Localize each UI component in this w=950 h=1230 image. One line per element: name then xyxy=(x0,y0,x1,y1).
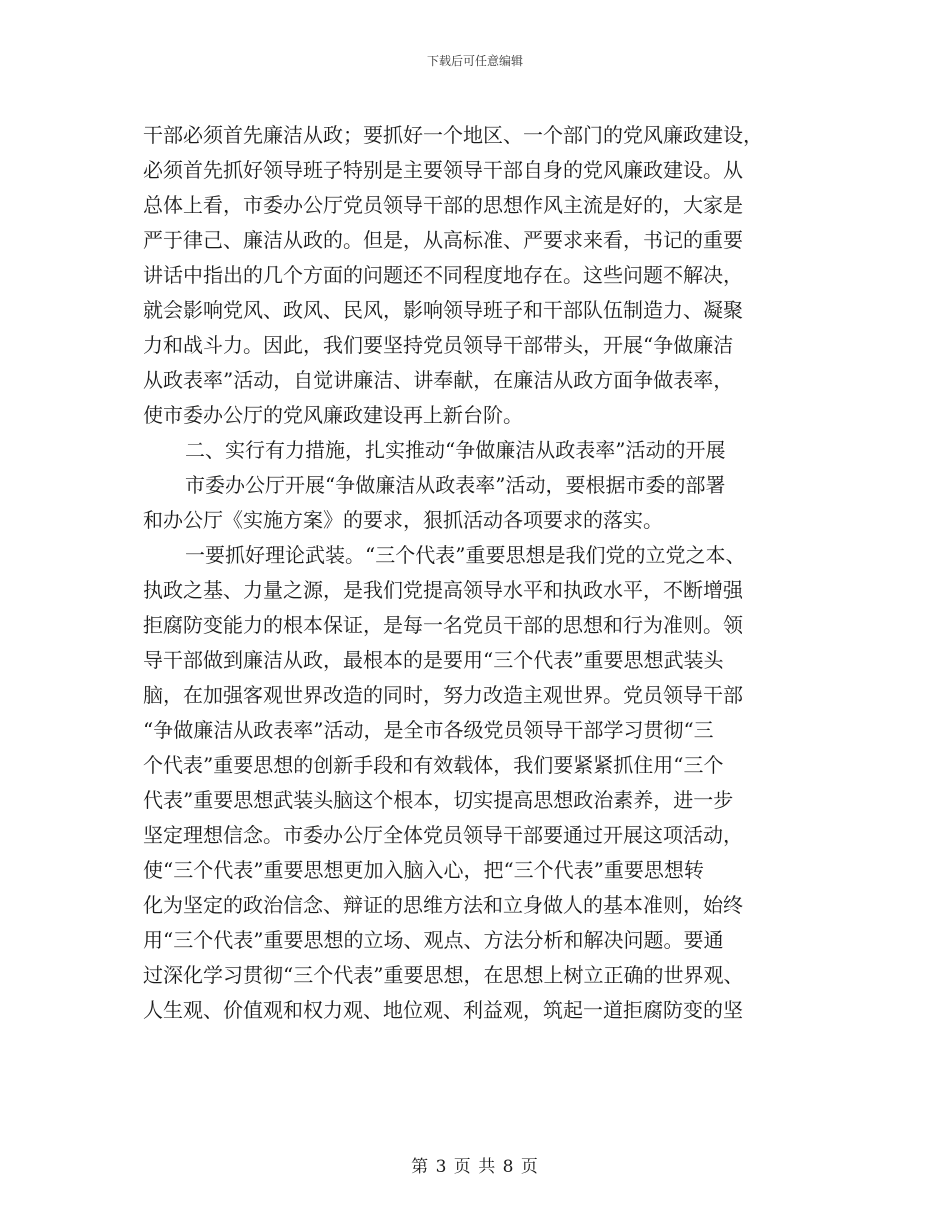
text-line: 使“三个代表”重要思想更加入脑入心，把“三个代表”重要思想转 xyxy=(143,858,704,882)
text-line: 代表”重要思想武装头脑这个根本，切实提高思想政治素养，进一步 xyxy=(143,788,734,812)
text-line: “争做廉洁从政表率”活动，是全市各级党员领导干部学习贯彻“三 xyxy=(143,718,714,742)
text-line: 二、实行有力措施，扎实推动“争做廉洁从政表率”活动的开展 xyxy=(185,438,726,462)
text-line: 个代表”重要思想的创新手段和有效载体，我们要紧紧抓住用“三个 xyxy=(143,753,724,777)
document-body xyxy=(143,118,813,1028)
text-line: 脑，在加强客观世界改造的同时，努力改造主观世界。党员领导干部 xyxy=(143,683,743,707)
text-line: 就会影响党风、政风、民风，影响领导班子和干部队伍制造力、凝聚 xyxy=(143,298,743,322)
text-line: 力和战斗力。因此，我们要坚持党员领导干部带头，开展“争做廉洁 xyxy=(143,333,734,357)
text-line: 使市委办公厅的党风廉政建设再上新台阶。 xyxy=(143,403,523,427)
text-line: 用“三个代表”重要思想的立场、观点、方法分析和解决问题。要通 xyxy=(143,928,724,952)
text-line: 坚定理想信念。市委办公厅全体党员领导干部要通过开展这项活动， xyxy=(143,823,743,847)
text-line: 拒腐防变能力的根本保证，是每一名党员干部的思想和行为准则。领 xyxy=(143,613,743,637)
text-line: 人生观、价值观和权力观、地位观、利益观，筑起一道拒腐防变的坚 xyxy=(143,998,743,1022)
page-number: 第 3 页 共 8 页 xyxy=(411,1157,539,1177)
text-line: 市委办公厅开展“争做廉洁从政表率”活动，要根据市委的部署 xyxy=(185,473,726,497)
text-line: 讲话中指出的几个方面的问题还不同程度地存在。这些问题不解决， xyxy=(143,263,743,287)
text-line: 必须首先抓好领导班子特别是主要领导干部自身的党风廉政建设。从 xyxy=(143,158,743,182)
text-line: 总体上看，市委办公厅党员领导干部的思想作风主流是好的，大家是 xyxy=(143,193,743,217)
text-line: 严于律己、廉洁从政的。但是，从高标准、严要求来看，书记的重要 xyxy=(143,228,743,252)
text-line: 一要抓好理论武装。“三个代表”重要思想是我们党的立党之本、 xyxy=(185,543,746,567)
text-line: 从政表率”活动，自觉讲廉洁、讲奉献，在廉洁从政方面争做表率， xyxy=(143,368,734,392)
text-line: 化为坚定的政治信念、辩证的思维方法和立身做人的基本准则，始终 xyxy=(143,893,743,917)
text-line: 过深化学习贯彻“三个代表”重要思想，在思想上树立正确的世界观、 xyxy=(143,963,744,987)
page-header-note: 下载后可任意编辑 xyxy=(426,54,523,68)
text-line: 执政之基、力量之源，是我们党提高领导水平和执政水平，不断增强 xyxy=(143,578,743,602)
text-line: 导干部做到廉洁从政，最根本的是要用“三个代表”重要思想武装头 xyxy=(143,648,724,672)
text-line: 和办公厅《实施方案》的要求，狠抓活动各项要求的落实。 xyxy=(143,508,663,532)
text-line: 干部必须首先廉洁从政；要抓好一个地区、一个部门的党风廉政建设， xyxy=(143,123,763,147)
